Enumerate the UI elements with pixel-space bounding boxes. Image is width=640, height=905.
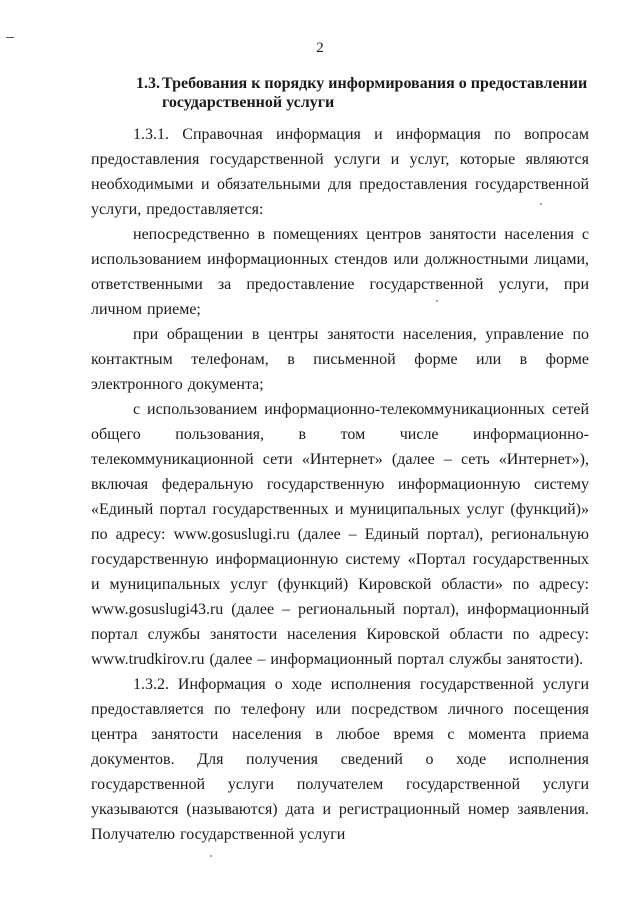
page-number: 2 [316, 40, 324, 56]
paragraph-1-3-1: 1.3.1. Справочная информация и информация по вопросам предоставления государственной услуги и услуг, которые являются необходимыми и обязательными для предоставления государственной услуги, предоставляется: [91, 126, 589, 218]
section-heading [136, 74, 596, 112]
paragraph-via-internet: с использованием информационно-телекоммуникационных сетей общего пользования, в том числе информационно-телекоммуникационной сети «Интернет» (далее – сеть «Интернет»), включая федеральную государственную информационную систему «Единый портал государственных и муниципальных услуг (функций)» по адресу: www.gosuslugi.ru (далее – Единый портал), региональную государственную информационную систему «Портал государственных и муниципальных услуг (функций) Кировской области» по адресу: www.gosuslugi43.ru (далее – региональный портал), информационный портал службы занятости населения Кировской области по адресу: www.trudkirov.ru (далее – информационный портал службы занятости). [91, 401, 589, 668]
paragraph-by-contact: при обращении в центры занятости населения, управление по контактным телефонам, в письменной форме или в форме электронного документа; [91, 326, 589, 393]
document-body [91, 122, 589, 847]
section-title-line2: государственной услуги [162, 94, 335, 111]
paragraph-in-premises: непосредственно в помещениях центров занятости населения с использованием информационных стендов или должностными лицами, ответственными за предоставление государственной услуги, при личном приеме; [91, 226, 589, 318]
section-title-line1: Требования к порядку информирования о предоставлении [162, 75, 588, 92]
paragraph-1-3-2: 1.3.2. Информация о ходе исполнения государственной услуги предоставляется по телефону или посредством личного посещения центра занятости населения в любое время с момента приема документов. Для получения сведений о ходе исполнения государственной услуги получателем государственной услуги указываются (называются) дата и регистрационный номер заявления. Получателю государственной услуги [91, 676, 589, 843]
scan-edge-mark [6, 37, 14, 38]
section-number: 1.3. [136, 75, 160, 92]
section-heading-line1 [136, 74, 596, 93]
scan-speck [210, 855, 212, 857]
